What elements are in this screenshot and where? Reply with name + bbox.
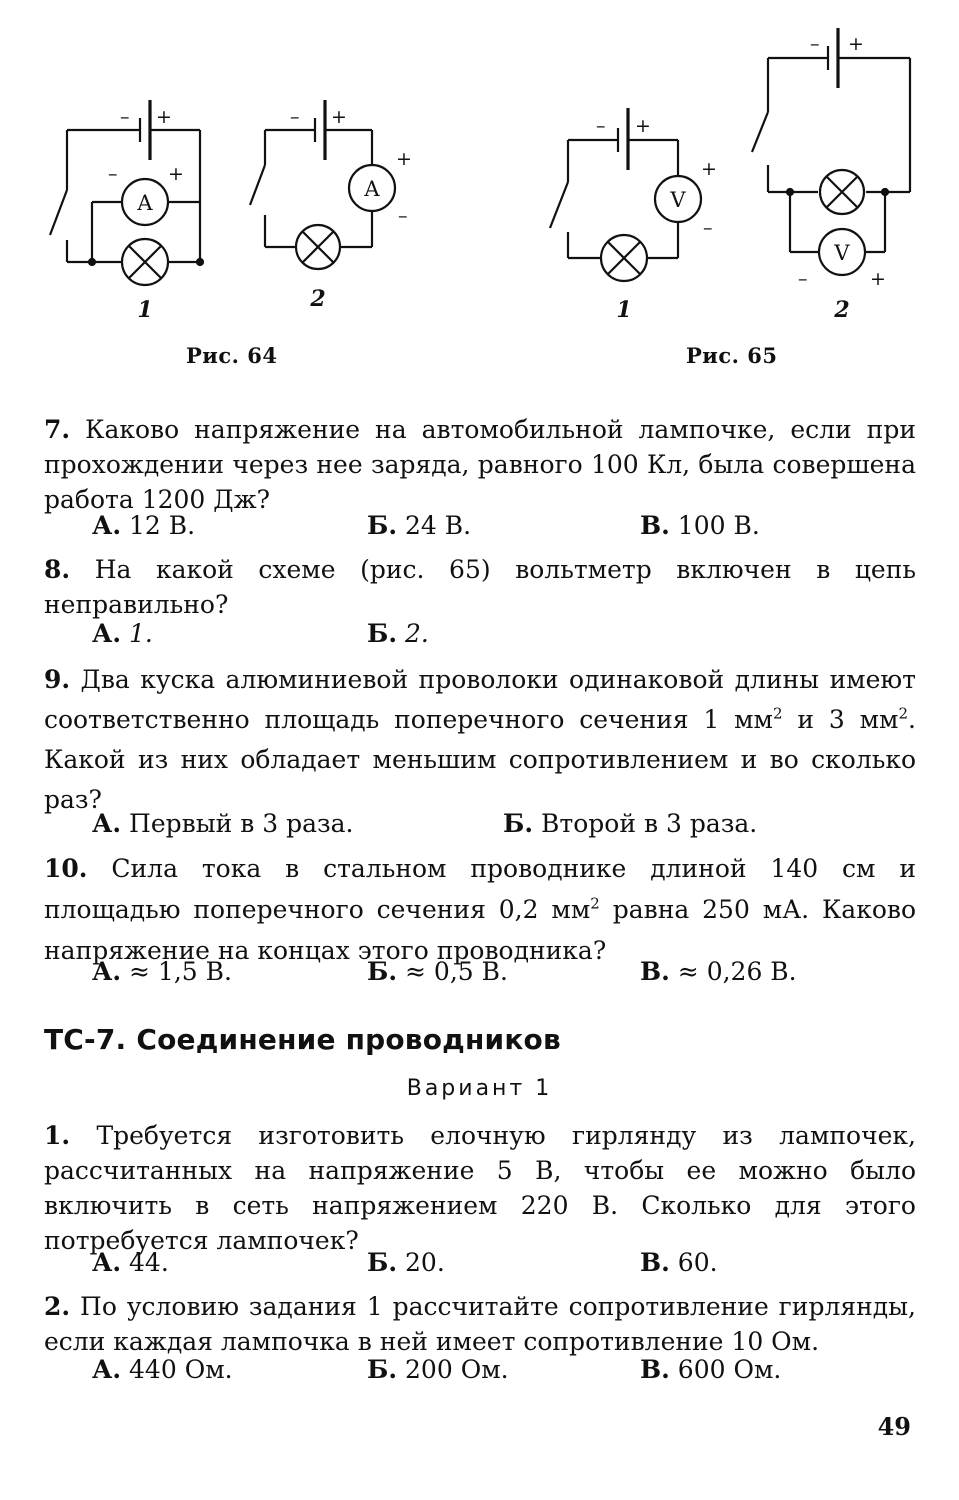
plus-sign: +	[396, 148, 412, 170]
answer-option: А. 44.	[92, 1248, 169, 1277]
minus-sign: –	[398, 205, 408, 227]
question-number: 7.	[44, 415, 71, 444]
voltmeter-symbol: V	[670, 188, 686, 212]
question-number: 8.	[44, 555, 71, 584]
minus-sign: –	[810, 33, 820, 55]
lamp	[296, 225, 340, 269]
question-8	[44, 552, 916, 622]
answer-option: Б. 2.	[367, 619, 429, 648]
variant-heading: Вариант 1	[406, 1076, 553, 1101]
answer-option: А. 12 В.	[92, 511, 196, 540]
minus-sign: –	[798, 268, 808, 290]
lamp	[122, 239, 168, 285]
circuit-number: 1	[137, 297, 153, 323]
switch	[50, 190, 67, 235]
answer-option: Б. Второй в 3 раза.	[503, 809, 758, 838]
ammeter-symbol: A	[137, 191, 153, 215]
lamp	[820, 170, 864, 214]
figure-65-caption: Рис. 65	[686, 343, 778, 368]
circuit-figures	[0, 0, 959, 390]
plus-sign: +	[156, 106, 172, 128]
minus-sign: –	[290, 106, 300, 128]
question-text: Требуется изготовить елочную гирлянду из лампочек, рассчитанных на напряжение 5 В, чтобы ее можно было включить в сеть напряжением 220 В. Сколько для этого потребуется лампочек?	[44, 1121, 916, 1255]
question-text: Каково напряжение на автомобильной лампочке, если при прохождении через нее заряда, равного 100 Кл, была совершена работа 1200 Дж?	[44, 415, 917, 514]
plus-sign: +	[848, 33, 864, 55]
plus-sign: +	[331, 106, 347, 128]
question-text: На какой схеме (рис. 65) вольтметр включен в цепь неправильно?	[44, 555, 916, 619]
section-question-2	[44, 1289, 916, 1359]
answer-option: А. ≈ 1,5 В.	[92, 957, 232, 986]
ammeter-symbol: A	[364, 177, 380, 201]
plus-sign: +	[701, 158, 717, 180]
answer-option: А. 440 Ом.	[92, 1355, 233, 1384]
switch	[250, 165, 265, 205]
plus-sign: +	[870, 268, 886, 290]
minus-sign: –	[120, 106, 130, 128]
answer-option: В. 100 В.	[640, 511, 760, 540]
circuit-number: 1	[616, 297, 632, 323]
plus-sign: +	[635, 115, 651, 137]
minus-sign: –	[108, 163, 118, 185]
minus-sign: –	[703, 217, 713, 239]
question-text: По условию задания 1 рассчитайте сопротивление гирлянды, если каждая лампочка в ней имеет сопротивление 10 Ом.	[44, 1292, 916, 1356]
question-number: 10.	[44, 854, 88, 883]
answer-option: Б. ≈ 0,5 В.	[367, 957, 508, 986]
question-10: 10. Сила тока в стальном проводнике длиной 140 см и площадью поперечного сечения 0,2 $мм^2$ равна 250 мА. Каково напряжение на концах этого проводника?	[44, 854, 917, 965]
fig65-circuit-2	[752, 28, 910, 275]
circuit-number: 2	[310, 286, 326, 312]
answer-option: В. ≈ 0,26 В.	[640, 957, 797, 986]
question-number: 9.	[44, 665, 71, 694]
question-9: 9. Два куска алюминиевой проволоки одинаковой длины имеют соответственно площадь поперечного сечения 1 $мм^2$ и 3 $мм^2$. Какой из них обладает меньшим сопротивлением и во сколько раз?	[44, 665, 916, 814]
answer-option: Б. 20.	[367, 1248, 445, 1277]
answer-option: Б. 200 Ом.	[367, 1355, 509, 1384]
page-number: 49	[877, 1412, 911, 1441]
question-number: 2.	[44, 1292, 71, 1321]
answer-option: А. 1.	[92, 619, 153, 648]
voltmeter-symbol: V	[834, 241, 850, 265]
question-number: 1.	[44, 1121, 71, 1150]
circuit-number: 2	[834, 297, 850, 323]
plus-sign: +	[168, 163, 184, 185]
switch	[752, 112, 768, 152]
answer-option: В. 600 Ом.	[640, 1355, 782, 1384]
section-question-1	[44, 1118, 916, 1258]
answer-option: А. Первый в 3 раза.	[92, 809, 354, 838]
lamp	[601, 235, 647, 281]
section-title: ТС-7. Соединение проводников	[44, 1023, 561, 1056]
answer-option: Б. 24 В.	[367, 511, 472, 540]
figure-64-caption: Рис. 64	[186, 343, 278, 368]
answer-option: В. 60.	[640, 1248, 718, 1277]
question-7	[44, 412, 916, 517]
minus-sign: –	[596, 115, 606, 137]
switch	[550, 182, 568, 228]
